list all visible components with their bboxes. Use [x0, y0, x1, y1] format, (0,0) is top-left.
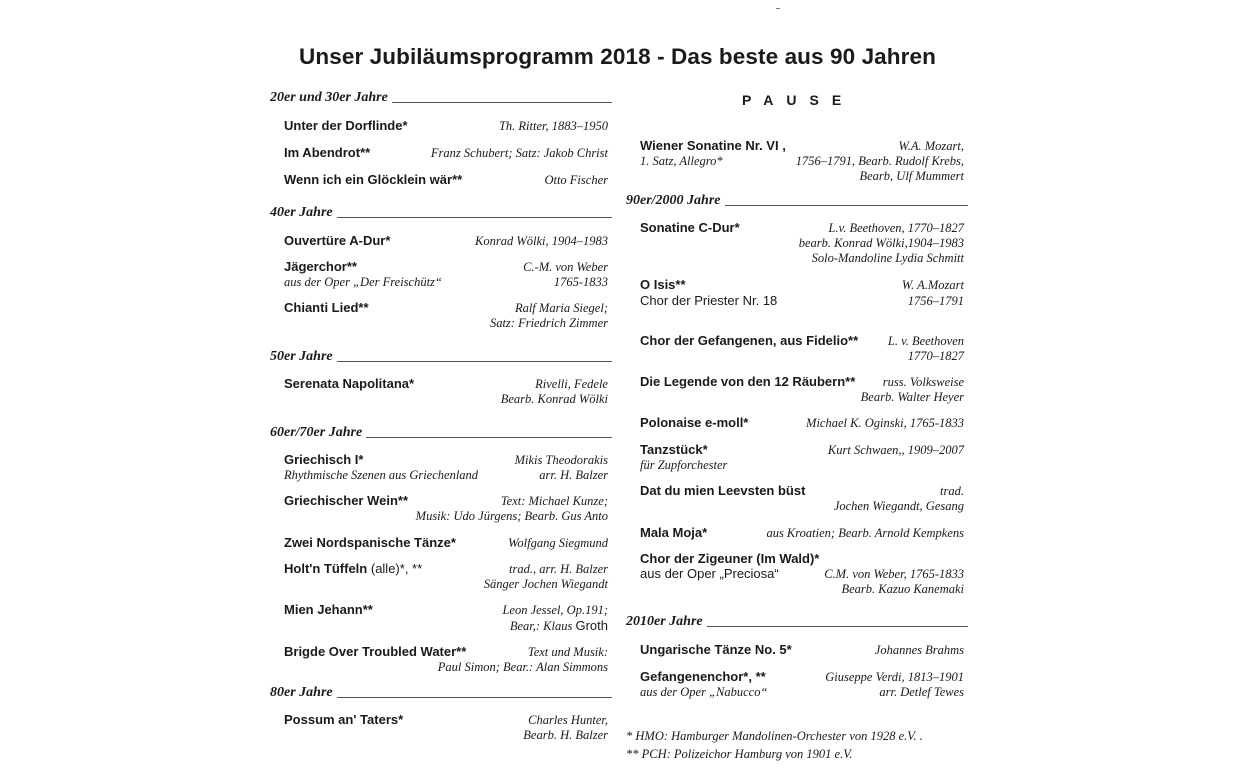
piece-composer: trad., arr. H. Balzer: [509, 562, 608, 576]
program-item: [640, 525, 964, 541]
piece-composer: Konrad Wölki, 1904–1983: [475, 234, 608, 248]
piece-composer-line2: Bearb. Walter Heyer: [860, 390, 964, 404]
piece-subtitle: aus der Oper „Nabucco“: [640, 685, 768, 699]
scan-mark: [776, 8, 780, 9]
piece-composer: W.A. Mozart,: [898, 139, 964, 153]
section-heading: 40er Jahre: [270, 205, 333, 220]
section-rule: [366, 437, 612, 438]
piece-composer-line2: Satz: Friedrich Zimmer: [489, 316, 608, 330]
piece-composer: Leon Jessel, Op.191;: [502, 603, 608, 617]
program-item: [640, 442, 964, 473]
piece-composer: Rivelli, Fedele: [535, 377, 608, 391]
program-item: [640, 415, 964, 431]
piece-composer-line3: Bearb, Ulf Mummert: [859, 169, 964, 183]
program-item: [284, 602, 608, 634]
piece-title: Mien Jehann**: [284, 602, 373, 617]
program-item: [284, 233, 608, 249]
program-item: [284, 452, 608, 483]
piece-subtitle: Chor der Priester Nr. 18: [640, 293, 778, 308]
piece-title: Wenn ich ein Glöcklein wär**: [284, 172, 463, 187]
piece-composer-line3: Bearb. Kazuo Kanemaki: [841, 582, 964, 596]
piece-composer-line2-name: Groth: [575, 618, 608, 633]
program-item: [284, 300, 608, 331]
piece-title: Jägerchor**: [284, 259, 357, 274]
program-item: [284, 118, 608, 134]
piece-subtitle: 1. Satz, Allegro*: [640, 154, 723, 168]
piece-title: Unter der Dorflinde*: [284, 118, 408, 133]
piece-composer: Giuseppe Verdi, 1813–1901: [825, 670, 964, 684]
piece-composer-line2: arr. H. Balzer: [539, 468, 608, 482]
program-item: [640, 277, 964, 309]
piece-composer-line3: Solo-Mandoline Lydia Schmitt: [811, 251, 964, 265]
section-50er: [270, 347, 612, 365]
piece-title: Possum an' Taters*: [284, 712, 404, 727]
section-rule: [392, 102, 612, 103]
piece-title: Chor der Gefangenen, aus Fidelio**: [640, 333, 859, 348]
piece-title: Mala Moja*: [640, 525, 708, 540]
section-60er-70er: [270, 423, 612, 441]
section-40er: [270, 203, 612, 221]
piece-composer: Mikis Theodorakis: [514, 453, 608, 467]
piece-composer: W. A.Mozart: [901, 278, 964, 292]
program-item: [284, 535, 608, 551]
piece-title: Gefangenenchor*, **: [640, 669, 766, 684]
piece-subtitle: Rhythmische Szenen aus Griechenland: [284, 468, 479, 482]
piece-composer: Wolfgang Siegmund: [508, 536, 608, 550]
piece-composer-line2: Jochen Wiegandt, Gesang: [833, 499, 964, 513]
program-item: [640, 333, 964, 364]
piece-title: Wiener Sonatine Nr. VI ,: [640, 138, 786, 153]
program-item: [284, 561, 608, 592]
piece-subtitle: für Zupforchester: [640, 458, 728, 472]
piece-composer-line2: C.M. von Weber, 1765-1833: [824, 567, 964, 581]
piece-title: Zwei Nordspanische Tänze*: [284, 535, 456, 550]
piece-composer-line2: Sänger Jochen Wiegandt: [483, 577, 608, 591]
section-rule: [725, 205, 969, 206]
piece-title: Polonaise e-moll*: [640, 415, 749, 430]
program-item: [640, 138, 964, 184]
program-item: [640, 669, 964, 700]
section-2010er: [626, 612, 968, 630]
piece-composer-line2: arr. Detlef Tewes: [879, 685, 964, 699]
piece-composer-line2: 1770–1827: [907, 349, 964, 363]
piece-composer: Otto Fischer: [544, 173, 608, 187]
piece-composer: L. v. Beethoven: [887, 334, 964, 348]
piece-title: Die Legende von den 12 Räubern**: [640, 374, 856, 389]
program-item: [640, 374, 964, 405]
program-item: [640, 642, 964, 658]
program-item: [284, 712, 608, 743]
piece-title: Tanzstück*: [640, 442, 708, 457]
piece-subtitle: aus der Oper „Der Freischütz“: [284, 275, 442, 289]
piece-title: Ungarische Tänze No. 5*: [640, 642, 792, 657]
piece-composer: aus Kroatien; Bearb. Arnold Kempkens: [766, 526, 964, 540]
section-rule: [337, 217, 612, 218]
piece-title: Griechischer Wein**: [284, 493, 409, 508]
pause-heading: PAUSE: [742, 92, 855, 108]
piece-composer-line2: bearb. Konrad Wölki,1904–1983: [798, 236, 964, 250]
program-item: [284, 172, 608, 188]
section-heading: 80er Jahre: [270, 685, 333, 700]
piece-composer: Charles Hunter,: [528, 713, 608, 727]
section-20er-30er: [270, 88, 612, 106]
piece-title: Serenata Napolitana*: [284, 376, 415, 391]
piece-composer-line2: 1765-1833: [553, 275, 608, 289]
piece-title: Griechisch I*: [284, 452, 364, 467]
section-heading: 50er Jahre: [270, 349, 333, 364]
program-item: [284, 493, 608, 524]
piece-title: O Isis**: [640, 277, 686, 292]
piece-performers: (alle)*, **: [367, 561, 423, 576]
section-90er-2000: [626, 191, 968, 209]
piece-composer: Franz Schubert; Satz: Jakob Christ: [430, 146, 608, 160]
section-heading: 90er/2000 Jahre: [626, 193, 721, 208]
piece-composer: Ralf Maria Siegel;: [514, 301, 608, 315]
piece-title: Sonatine C-Dur*: [640, 220, 740, 235]
program-item: [640, 483, 964, 514]
piece-composer: Michael K. Oginski, 1765-1833: [806, 416, 964, 430]
piece-title: Dat du mien Leevsten büst: [640, 483, 806, 498]
section-heading: 2010er Jahre: [626, 614, 703, 629]
piece-title: Brigde Over Troubled Water**: [284, 644, 467, 659]
section-80er: [270, 683, 612, 701]
section-heading: 60er/70er Jahre: [270, 425, 363, 440]
piece-title: Chianti Lied**: [284, 300, 369, 315]
piece-composer: Text: Michael Kunze;: [500, 494, 608, 508]
piece-composer: Th. Ritter, 1883–1950: [498, 119, 608, 133]
program-item: [640, 220, 964, 266]
piece-composer: C.-M. von Weber: [523, 260, 608, 274]
program-item: [284, 259, 608, 290]
piece-composer: Text und Musik:: [527, 645, 608, 659]
piece-title: Im Abendrot**: [284, 145, 371, 160]
piece-composer: russ. Volksweise: [882, 375, 964, 389]
piece-title: Holt'n Tüffeln: [284, 561, 368, 576]
section-rule: [337, 361, 612, 362]
section-heading: 20er und 30er Jahre: [270, 90, 388, 105]
piece-composer: L.v. Beethoven, 1770–1827: [828, 221, 964, 235]
piece-composer-line2: Bear,: Klaus: [509, 619, 576, 633]
piece-composer: trad.: [940, 484, 964, 498]
piece-title: Chor der Zigeuner (Im Wald)*: [640, 551, 820, 566]
piece-composer-line2: Paul Simon; Bear.: Alan Simmons: [437, 660, 608, 674]
page-title: Unser Jubiläumsprogramm 2018 - Das beste aus 90 Jahren: [299, 44, 936, 69]
footnote-pch: ** PCH: Polizeichor Hamburg von 1901 e.V.: [626, 747, 853, 761]
program-item: [284, 376, 608, 407]
piece-composer-line2: 1756–1791: [907, 294, 964, 308]
piece-subtitle: aus der Oper „Preciosa“: [640, 566, 779, 581]
piece-composer: Kurt Schwaen,, 1909–2007: [827, 443, 964, 457]
program-item: [640, 551, 964, 597]
section-rule: [337, 697, 612, 698]
piece-composer-line2: Bearb. Konrad Wölki: [500, 392, 608, 406]
program-item: [284, 644, 608, 675]
piece-title: Ouvertüre A-Dur*: [284, 233, 391, 248]
piece-composer-line2: Bearb. H. Balzer: [523, 728, 608, 742]
program-item: [284, 145, 608, 161]
piece-composer-line2: Musik: Udo Jürgens; Bearb. Gus Anto: [415, 509, 608, 523]
footnote-hmo: * HMO: Hamburger Mandolinen-Orchester von 1928 e.V. .: [626, 729, 923, 743]
section-rule: [707, 626, 968, 627]
piece-composer: Johannes Brahms: [874, 643, 964, 657]
piece-composer-line2: 1756–1791, Bearb. Rudolf Krebs,: [795, 154, 964, 168]
